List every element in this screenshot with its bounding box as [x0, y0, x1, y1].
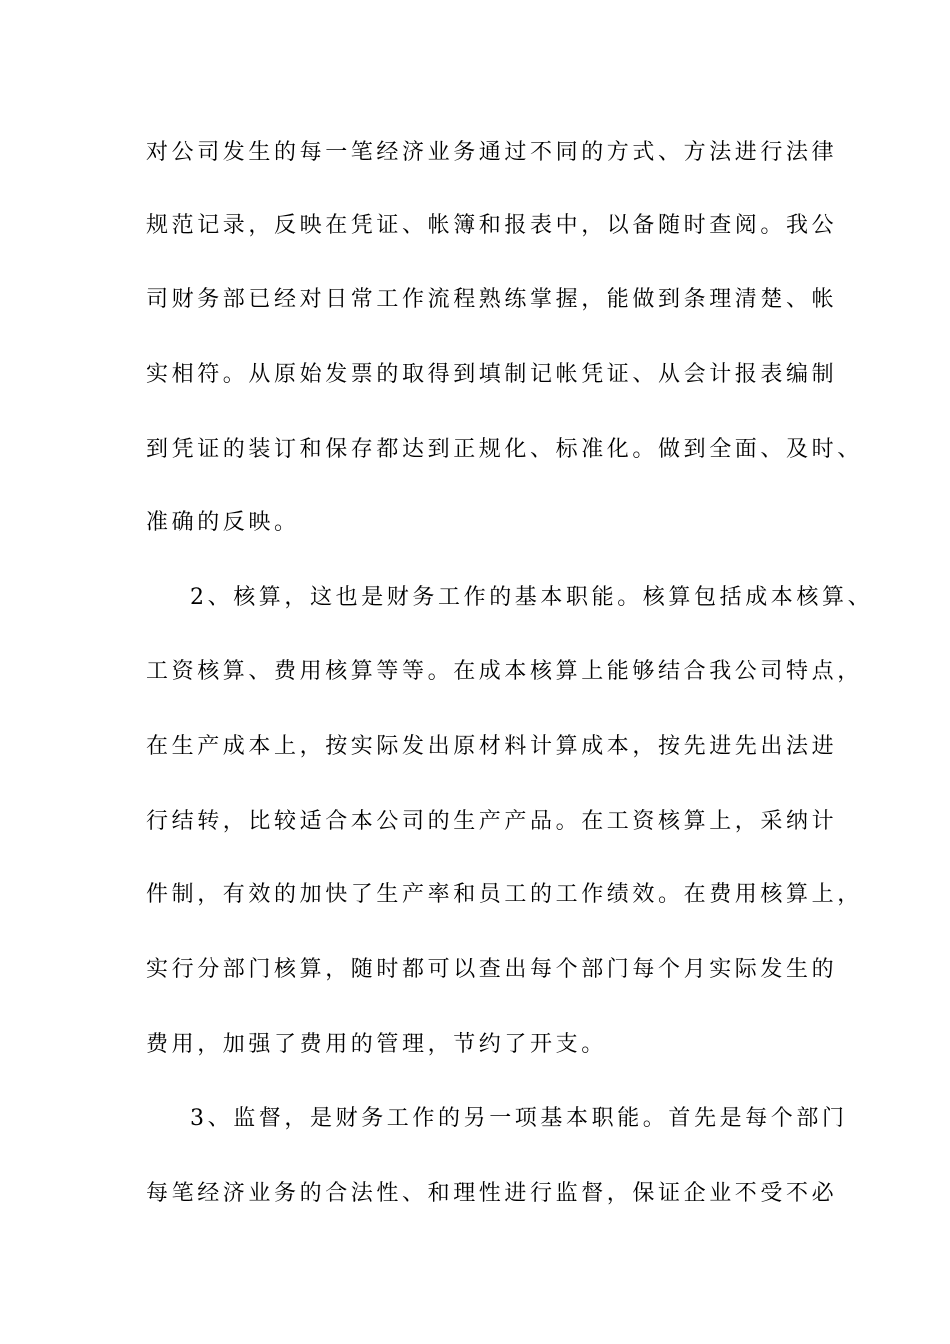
text-line: 工资核算、费用核算等等。在成本核算上能够结合我公司特点，	[146, 659, 863, 684]
text-line: 对公司发生的每一笔经济业务通过不同的方式、方法进行法律	[146, 140, 838, 165]
text-line: 实相符。从原始发票的取得到填制记帐凭证、从会计报表编制	[146, 362, 838, 387]
text-line: 司财务部已经对日常工作流程熟练掌握，能做到条理清楚、帐	[146, 287, 838, 312]
paragraph-start-line: 2、核算，这也是财务工作的基本职能。核算包括成本核算、	[190, 585, 874, 610]
text-line: 件制，有效的加快了生产率和员工的工作绩效。在费用核算上，	[146, 882, 863, 907]
text-line: 在生产成本上，按实际发出原材料计算成本，按先进先出法进	[146, 734, 838, 759]
text-line: 到凭证的装订和保存都达到正规化、标准化。做到全面、及时、	[146, 437, 863, 462]
text-line: 每笔经济业务的合法性、和理性进行监督，保证企业不受不必	[146, 1181, 838, 1206]
text-line: 费用，加强了费用的管理，节约了开支。	[146, 1032, 607, 1057]
text-line: 实行分部门核算，随时都可以查出每个部门每个月实际发生的	[146, 957, 838, 982]
text-line: 准确的反映。	[146, 510, 300, 535]
paragraph-start-line: 3、监督，是财务工作的另一项基本职能。首先是每个部门	[190, 1106, 848, 1131]
text-line: 行结转，比较适合本公司的生产产品。在工资核算上，采纳计	[146, 809, 838, 834]
text-line: 规范记录，反映在凭证、帐簿和报表中，以备随时查阅。我公	[146, 213, 838, 238]
